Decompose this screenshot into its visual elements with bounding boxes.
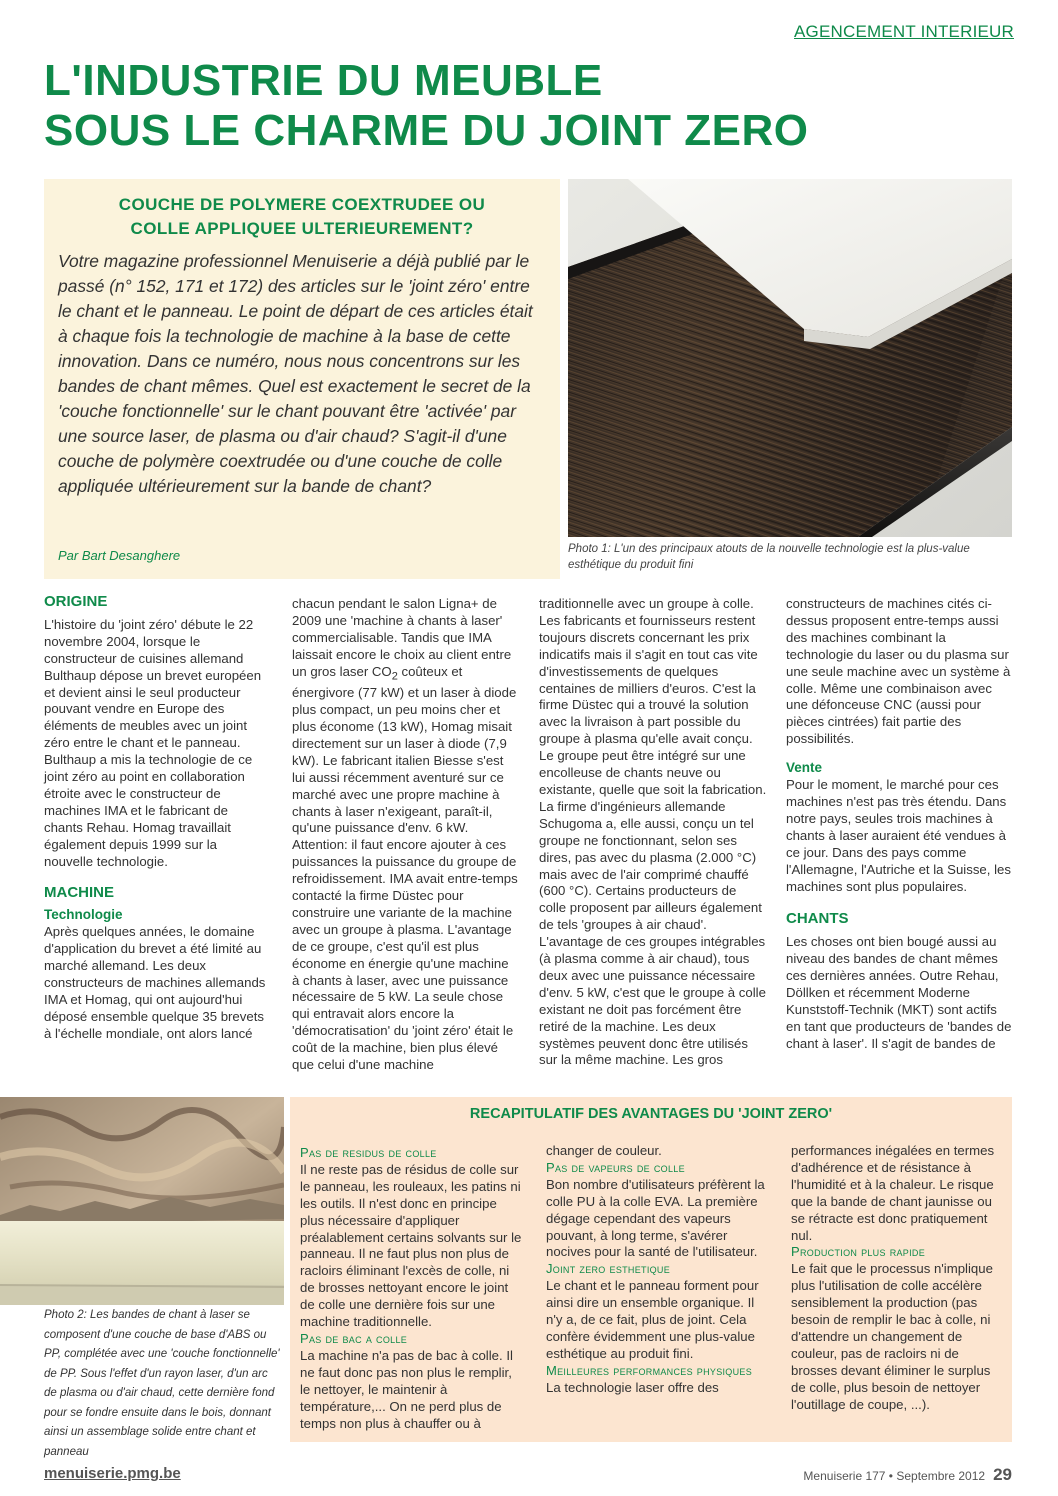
article-column-4 xyxy=(786,596,1012,1053)
column-2-text-a: chacun pendant le salon Ligna+ de 2009 une 'machine à chants à laser' commercialisable. Tandis que IMA laissait encore le choix au client entre un gros laser CO xyxy=(292,596,512,679)
byline: Par Bart Desanghere xyxy=(58,548,181,563)
vente-heading: Vente xyxy=(786,760,823,776)
page-title xyxy=(44,56,1024,156)
chants-text: Les choses ont bien bougé aussi au niveau des bandes de chant mêmes ces dernières années. Outre Rehau, Döllken et récemment Moderne Kunststoff-Technik (MKT) sont actifs en tant que producteurs de 'bandes de chant à laser'. Il s'agit de bandes de xyxy=(786,934,1012,1051)
title-line-2: SOUS LE CHARME DU JOINT ZERO xyxy=(44,106,809,155)
photo-1-caption: Photo 1: L'un des principaux atouts de la nouvelle technologie est la plus-value esthétique du produit fini xyxy=(568,543,970,571)
recap-text-residus: Il ne reste pas de résidus de colle sur le panneau, les rouleaux, les patins ni les outils. Il n'est donc en principe plus nécessaire d'appliquer préalablement certains solvants sur le panneau. Il ne faut plus non plus de racloirs éliminant l'excès de colle, ni de brosses nettoyant encore le joint de colle une dernière fois sur une machine traditionnelle. xyxy=(300,1161,522,1330)
photo-2 xyxy=(0,1097,284,1305)
photo-2-caption: Photo 2: Les bandes de chant à laser se composent d'une couche de base d'ABS ou PP, complétée avec une 'couche fonctionnelle' de PP. Sous l'effet d'un rayon laser, d'un arc de plasma ou d'air chaud, cette dernière fond pour se fondre ensuite dans le bois, donnant ainsi un assemblage solide entre chant et panneau xyxy=(44,1309,280,1458)
recap-text-performances-cont: performances inégalées en termes d'adhérence et de résistance à l'humidité et à la chaleur. Le risque que la bande de chant jaunisse ou se rétracte est donc pratiquement nul. xyxy=(791,1143,995,1243)
recap-text-vapeurs: Bon nombre d'utilisateurs préfèrent la colle PU à la colle EVA. La première dégage cependant des vapeurs pouvant, à long terme, s'avérer nocives pour la santé de l'utilisateur. xyxy=(546,1176,765,1260)
vente-text: Pour le moment, le marché pour ces machines n'est pas très étendu. Dans notre pays, seules trois machines à chants à laser auraient été vendues à ce jour. Dans des pays comme l'Allemagne, l'Autriche et la Suisse, les machines sont plus populaires. xyxy=(786,777,1011,894)
column-4-text: constructeurs de machines cités ci-dessus proposent entre-temps aussi des machines combinant la technologie du laser ou du plasma sur une seule machine avec un système à colle. Même une combinaison avec une défonceuse CNC (aussi pour pièces cintrées) fait partie des possibilités. xyxy=(786,596,1011,747)
article-column-1 xyxy=(44,594,266,1043)
intro-subtitle-line-2: COLLE APPLIQUEE ULTERIEUREMENT? xyxy=(130,219,474,238)
recap-heading-bac: Pas de bac a colle xyxy=(300,1330,408,1346)
machine-heading: MACHINE xyxy=(44,883,114,901)
photo-1-image xyxy=(568,179,1012,537)
recap-heading-residus: Pas de residus de colle xyxy=(300,1145,437,1160)
intro-box xyxy=(44,179,560,579)
recap-column-1 xyxy=(300,1145,522,1432)
recap-text-bac-cont: changer de couleur. xyxy=(546,1143,662,1158)
recap-heading-production: Production plus rapide xyxy=(791,1244,926,1260)
recap-heading-esthetique: Joint zero esthetique xyxy=(546,1261,671,1277)
recap-box xyxy=(290,1097,1012,1442)
intro-subtitle-line-1: COUCHE DE POLYMERE COEXTRUDEE OU xyxy=(118,195,486,214)
intro-subtitle xyxy=(58,193,546,241)
recap-title: RECAPITULATIF DES AVANTAGES DU 'JOINT ZERO' xyxy=(469,1106,833,1122)
recap-heading-vapeurs: Pas de vapeurs de colle xyxy=(546,1159,685,1175)
page-number: 29 xyxy=(993,1465,1012,1484)
section-tag: AGENCEMENT INTERIEUR xyxy=(794,22,1014,41)
origine-text: L'histoire du 'joint zéro' débute le 22 novembre 2004, lorsque le constructeur de cuisines allemand Bulthaup dépose un brevet européen et devient ainsi le seul producteur pouvant vendre en Europe des éléments de meubles avec un joint zéro entre le chant et le panneau. Bulthaup a mis la technologie de ce joint zéro au point en collaboration étroite avec le constructeur de machines IMA et le fabricant de chants Rehau. Homag travaillait également depuis 1999 sur la nouvelle technologie. xyxy=(44,616,262,869)
photo-1 xyxy=(568,179,1012,537)
technologie-heading: Technologie xyxy=(44,907,123,923)
column-2-text-b: coûteux et énergivore (77 kW) et un laser à diode plus compact, un peu moins cher et plus économe (13 kW), Homag misait directement sur un laser à diode (7,9 kW). Le fabricant italien Biesse s'est lui aussi récemment aventuré sur ce marché avec une propre machine à chants à laser n'exigeant, paraît-il, qu'une puissance d'env. 6 kW. Attention: il faut encore ajouter à ces puissances la puissance du groupe de refroidissement. IMA avait entre-temps contacté la firme Düstec pour construire une variante de la machine avec un groupe à plasma. L'avantage de ce groupe, c'est qu'il est plus économe en énergie qu'une machine à chants à laser, avec une puissance nécessaire de 5 kW. La seule chose qui entravait alors encore la 'démocratisation' du 'joint zéro' était le coût de la machine, bien plus élevé que celui d'une machine xyxy=(292,663,518,1073)
footer-site-link[interactable]: menuiserie.pmg.be xyxy=(44,1465,181,1482)
footer-issue xyxy=(803,1465,1012,1485)
footer-issue-text: Menuiserie 177 • Septembre 2012 xyxy=(803,1469,986,1483)
recap-text-production: Le fait que le processus n'implique plus l'utilisation de colle accélère sensiblement la production (pas besoin de remplir le bac à colle, ni d'attendre un changement de couleur, pas de racloirs ni de brosses devant éliminer le surplus de colle, plus besoin de nettoyer l'outillage de coupe, ...). xyxy=(791,1261,993,1412)
recap-heading-performances: Meilleures performances physiques xyxy=(546,1362,752,1378)
recap-column-2 xyxy=(546,1143,774,1397)
column-2-text xyxy=(292,596,518,1074)
recap-text-esthetique: Le chant et le panneau forment pour ainsi dire un ensemble organique. Il n'y a, de ce fait, plus de joint. Cela confère évidemment une plus-value esthétique au produit fini. xyxy=(546,1278,759,1361)
article-column-3 xyxy=(539,596,767,1069)
recap-column-3 xyxy=(791,1143,1005,1414)
photo-2-image xyxy=(0,1097,284,1305)
column-3-text: traditionnelle avec un groupe à colle. Les fabricants et fournisseurs restent toujours discrets concernant les prix indicatifs mais il s'agit en tout cas vite d'investissements de quelques centaines de milliers d'euros. C'est la firme Düstec qui a trouvé la solution avec la livraison à part possible du groupe à plasma qu'elle avait conçu. Le groupe peut être intégré sur une encolleuse de chants neuve ou existante, quelle que soit la fabrication. La firme d'ingénieurs allemande Schugoma a, elle aussi, conçu un tel groupe ne fonctionnant, selon ses dires, pas avec du plasma (2.000 °C) mais avec de l'air comprimé chauffé (600 °C). Certains producteurs de colle proposent par ailleurs également de tels 'groupes à air chaud'. L'avantage de ces groupes intégrables (à plasma comme à air chaud), tous deux avec une puissance nécessaire d'env. 5 kW, c'est que le groupe à colle existant ne doit pas forcément être retiré de la machine. Les deux systèmes peuvent donc être utilisés sur la même machine. Les gros xyxy=(539,596,767,1068)
technologie-text: Après quelques années, le domaine d'application du brevet a été limité au marché allemand. Les deux constructeurs de machines allemands IMA et Homag, qui ont aujourd'hui déposé ensemble quelque 35 brevets à l'échelle mondiale, ont alors lancé xyxy=(44,924,266,1041)
intro-text: Votre magazine professionnel Menuiserie a déjà publié par le passé (n° 152, 171 et 172) des articles sur le 'joint zéro' entre le chant et le panneau. Le point de départ de ces articles était à chaque fois la technologie de machine à la base de cette innovation. Dans ce numéro, nous nous concentrons sur les bandes de chant mêmes. Quel est exactement le secret de la 'couche fonctionnelle' sur le chant pouvant être 'activée' par une source laser, de plasma ou d'air chaud? S'agit-il d'une couche de polymère coextrudée ou d'une couche de colle appliquée ultérieurement sur la bande de chant? xyxy=(58,251,533,496)
origine-heading: ORIGINE xyxy=(44,593,108,610)
recap-text-performances: La technologie laser offre des xyxy=(546,1379,719,1395)
recap-text-bac: La machine n'a pas de bac à colle. Il ne faut donc pas non plus le remplir, le nettoyer, le maintenir à température,... On ne perd plus de temps non plus à chauffer ou à xyxy=(300,1347,513,1431)
chants-heading: CHANTS xyxy=(786,910,849,928)
article-column-2 xyxy=(292,596,518,1074)
co2-subscript: 2 xyxy=(391,670,398,683)
title-line-1: L'INDUSTRIE DU MEUBLE xyxy=(44,56,603,105)
